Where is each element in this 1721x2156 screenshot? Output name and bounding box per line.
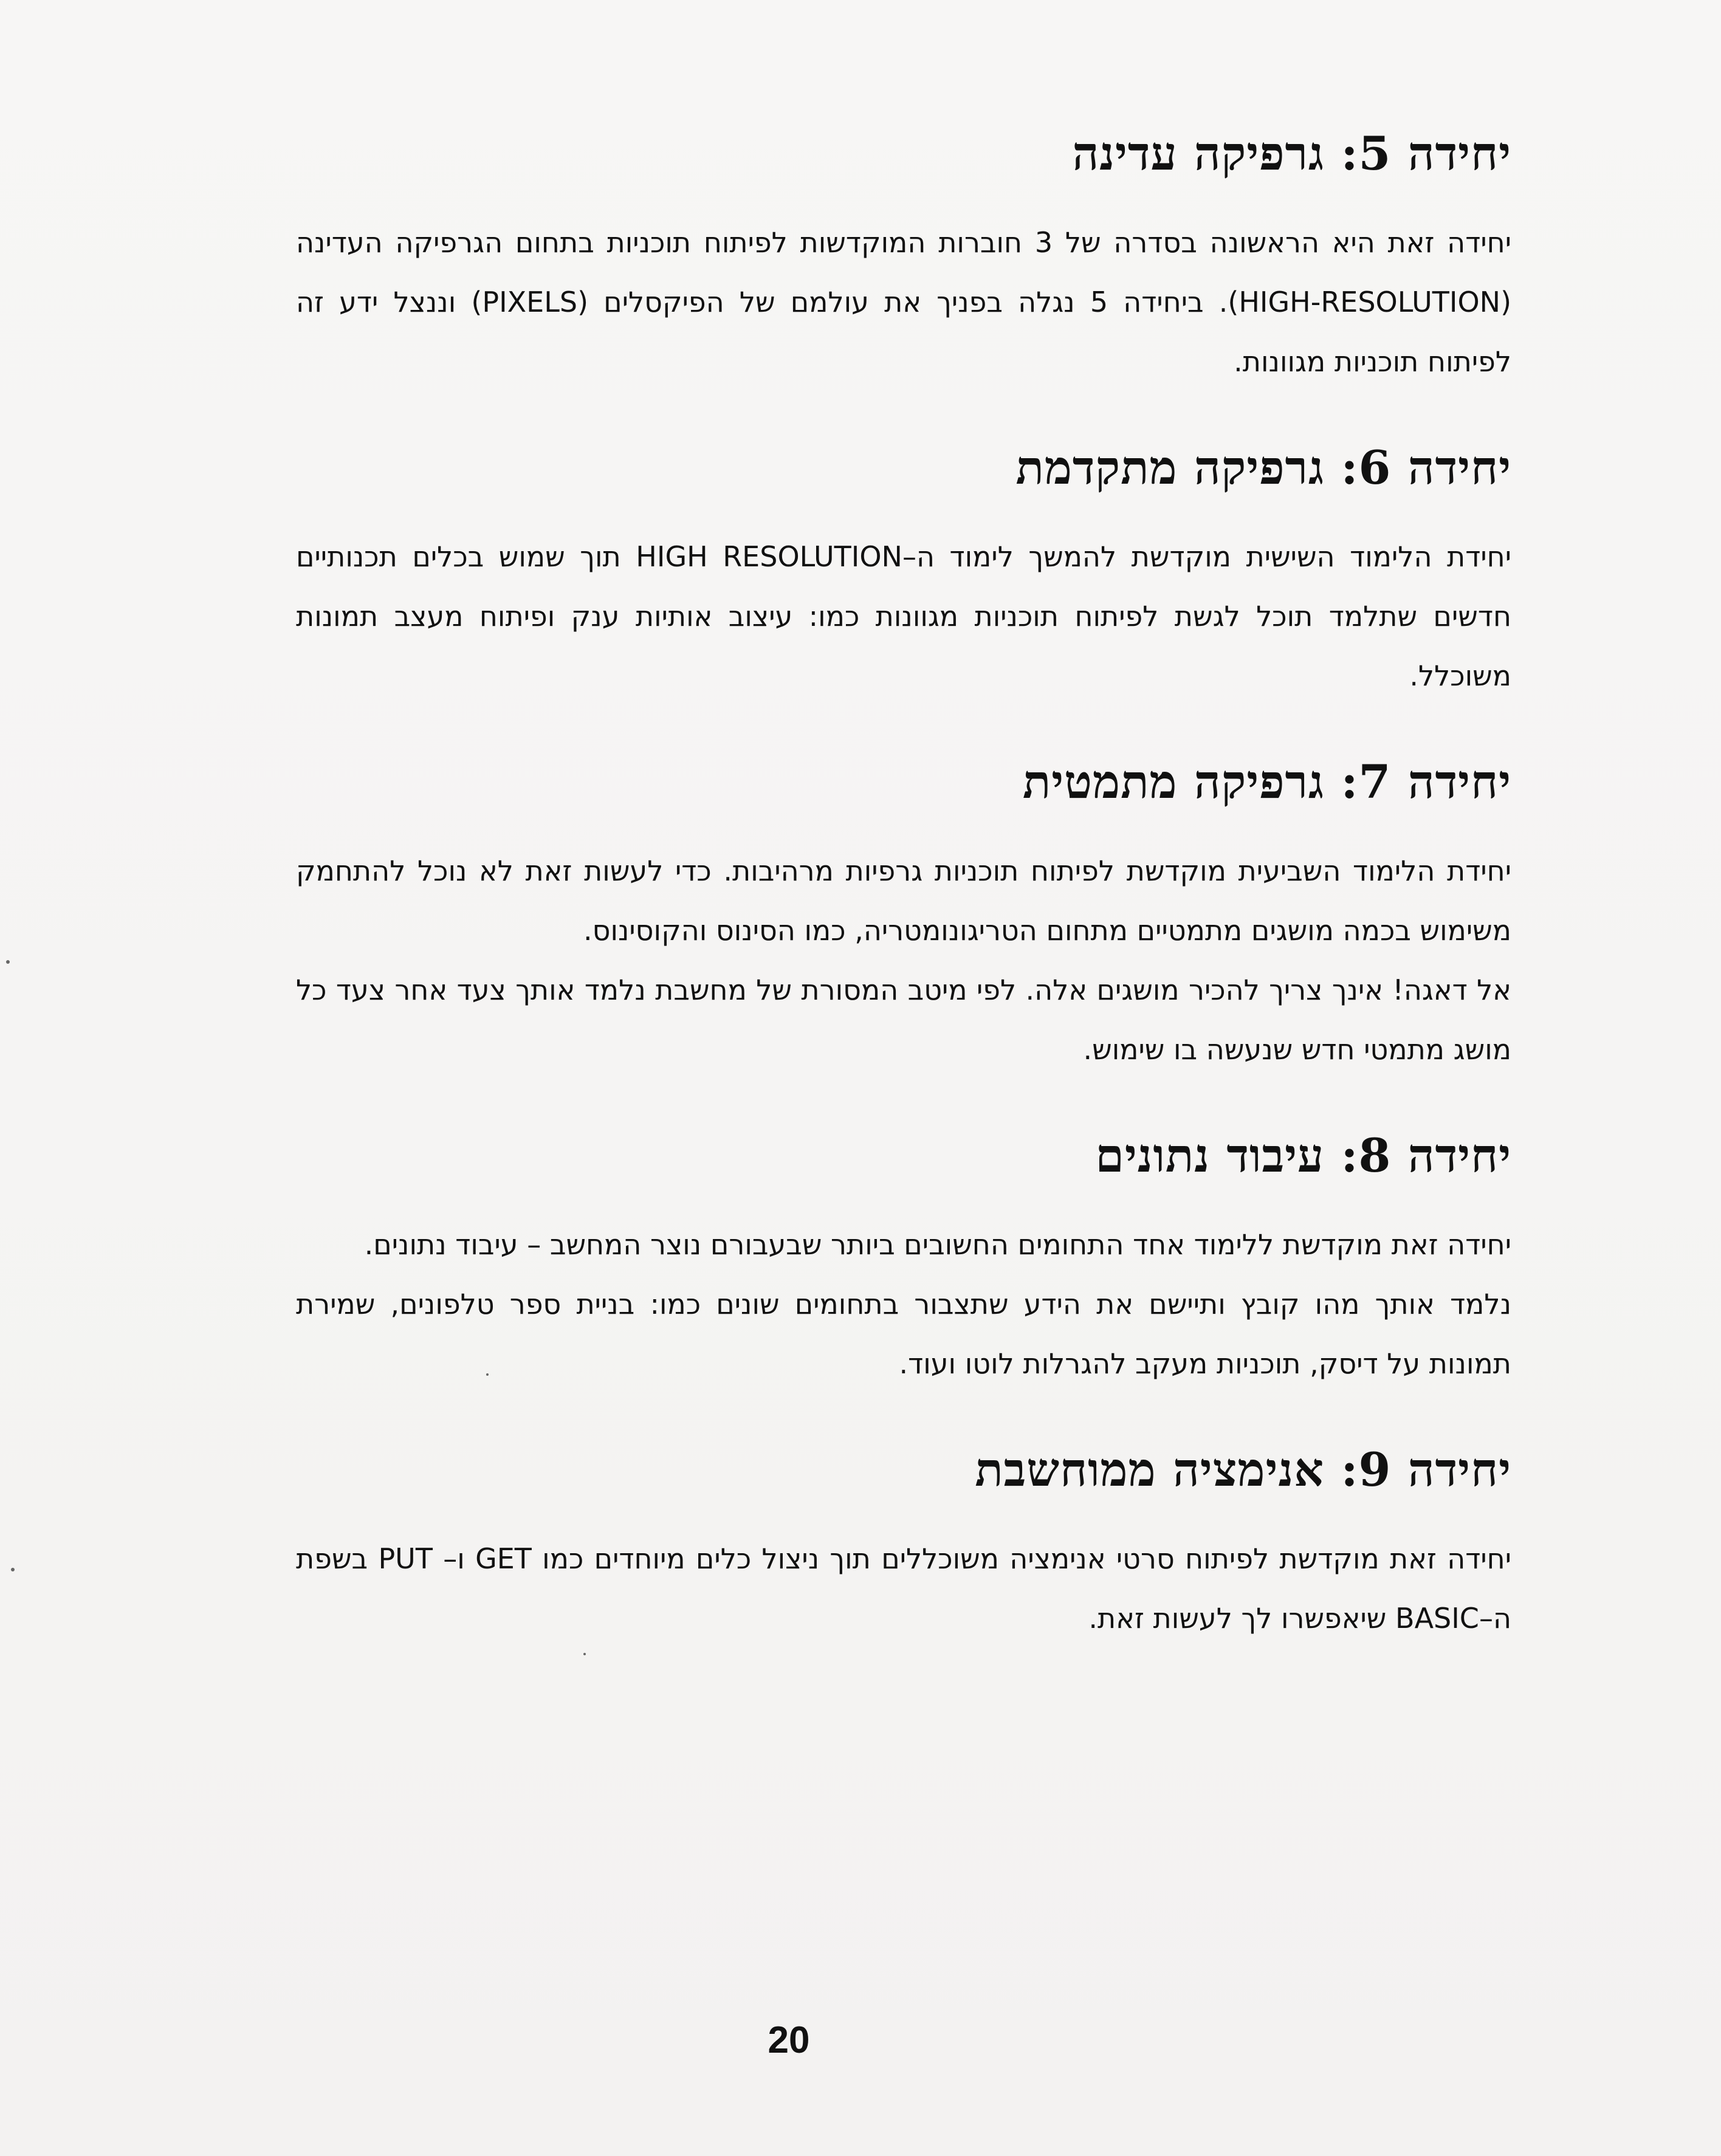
section-unit-8 xyxy=(296,1127,1511,1393)
section-unit-5 xyxy=(296,125,1511,391)
page-content xyxy=(296,125,1511,1648)
section-heading: יחידה 6: גרפיקה מתקדמת xyxy=(1015,441,1511,495)
paper-speck xyxy=(486,1373,489,1376)
section-paragraph: יחידה זאת מוקדשת לפיתוח סרטי אנימציה משוכללים תוך ניצול כלים מיוחדים כמו GET ו– PUT בשפת ה–BASIC שיאפשרו לך לעשות זאת. xyxy=(296,1542,1511,1635)
section-paragraph: נלמד אותך מהו קובץ ותיישם את הידע שתצבור בתחומים שונים כמו: בניית ספר טלפונים, שמירת תמונות על דיסק, תוכניות מעקב להגרלות לוטו ועוד. xyxy=(296,1288,1511,1380)
section-paragraph: יחידה זאת מוקדשת ללימוד אחד התחומים החשובים ביותר שבעבורם נוצר המחשב – עיבוד נתונים. xyxy=(364,1228,1511,1261)
page-number: 20 xyxy=(768,2019,810,2061)
section-heading: יחידה 9: אנימציה ממוחשבת xyxy=(975,1443,1511,1497)
section-heading: יחידה 7: גרפיקה מתמטית xyxy=(1022,755,1511,809)
section-paragraph: יחידת הלימוד השישית מוקדשת להמשך לימוד ה–HIGH RESOLUTION תוך שמוש בכלים תכנותיים חדשים שתלמד תוכל לגשת לפיתוח תוכניות מגוונות כמו: עיצוב אותיות ענק ופיתוח מעצב תמונות משוכלל. xyxy=(296,540,1512,692)
section-paragraph: יחידת הלימוד השביעית מוקדשת לפיתוח תוכניות גרפיות מרהיבות. כדי לעשות זאת לא נוכל להתחמק משימוש בכמה מושגים מתמטיים מתחום הטריגונומטריה, כמו הסינוס והקוסינוס. xyxy=(296,854,1511,947)
section-unit-9 xyxy=(296,1441,1511,1648)
paper-speck xyxy=(583,1653,586,1655)
section-heading: יחידה 8: עיבוד נתונים xyxy=(1095,1128,1511,1183)
section-heading: יחידה 5: גרפיקה עדינה xyxy=(1072,126,1511,180)
section-paragraph: יחידה זאת היא הראשונה בסדרה של 3 חוברות המוקדשות לפיתוח תוכניות בתחום הגרפיקה העדינה (HIGH-RESOLUTION). ביחידה 5 נגלה בפניך את עולמם של הפיקסלים (PIXELS) וננצל ידע זה לפיתוח תוכניות מגוונות. xyxy=(296,226,1512,378)
section-paragraph: אל דאגה! אינך צריך להכיר מושגים אלה. לפי מיטב המסורת של מחשבת נלמד אותך צעד אחר צעד כל מושג מתמטי חדש שנעשה בו שימוש. xyxy=(296,973,1511,1066)
section-unit-7 xyxy=(296,753,1511,1079)
paper-speck xyxy=(6,960,10,964)
section-unit-6 xyxy=(296,439,1511,706)
paper-speck xyxy=(11,1568,15,1571)
